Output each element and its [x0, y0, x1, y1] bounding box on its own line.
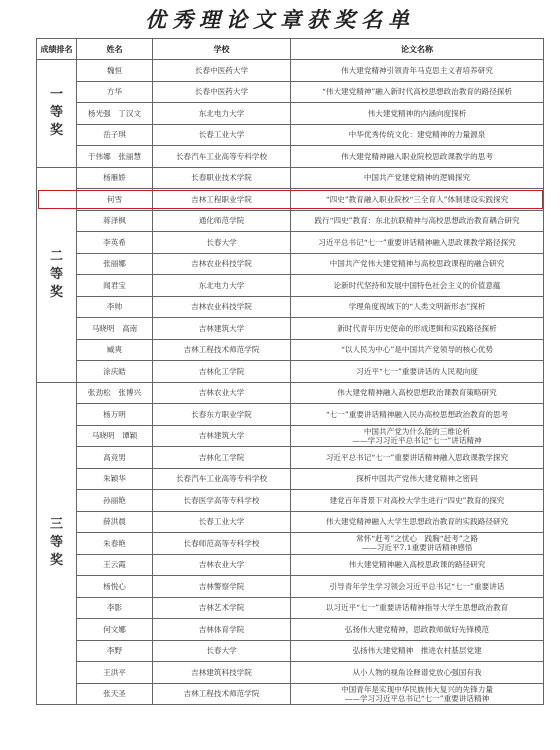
school-name: 长春中医药大学: [153, 81, 291, 103]
table-row: [37, 447, 544, 469]
table-row: [37, 468, 544, 490]
table-row: [37, 296, 544, 318]
header-name: 姓名: [77, 39, 153, 60]
paper-title: 中国共产党为什么能的三维论析 ——学习习近平总书记“七一”讲话精神: [291, 425, 544, 447]
author-name: 何雪: [77, 189, 153, 211]
paper-title: 习近平“七一”重要讲话的人民观向度: [291, 361, 544, 383]
school-name: 吉林农业科技学院: [153, 296, 291, 318]
school-name: 吉林警察学院: [153, 576, 291, 598]
table-row: [37, 167, 544, 189]
author-name: 孙丽艳: [77, 490, 153, 512]
paper-title: 从小人物的视角诠释谱党放心强国有我: [291, 662, 544, 684]
paper-title: 弘扬伟大建党精神，思政教师做好先锋模范: [291, 619, 544, 641]
table-row: [37, 275, 544, 297]
table-row: [37, 361, 544, 383]
school-name: 吉林建筑大学: [153, 425, 291, 447]
author-name: 张丽娜: [77, 253, 153, 275]
author-name: 岳子琪: [77, 124, 153, 146]
author-name: 张劲松 张博兴: [77, 382, 153, 404]
author-name: 王云霞: [77, 554, 153, 576]
paper-title: “四史”教育融入职业院校“三全育人”体制建设实践探究: [291, 189, 544, 211]
author-name: 杨万明: [77, 404, 153, 426]
author-name: 杨雁娇: [77, 167, 153, 189]
table-row: [37, 662, 544, 684]
author-name: 何文娜: [77, 619, 153, 641]
author-name: 张天圣: [77, 683, 153, 705]
paper-title: 探析中国共产党伟大建党精神之密码: [291, 468, 544, 490]
header-school: 学校: [153, 39, 291, 60]
school-name: 吉林农业大学: [153, 382, 291, 404]
table-header-row: [37, 39, 544, 60]
author-name: 方华: [77, 81, 153, 103]
paper-title: 伟大建党精神融入高校思政课的路径研究: [291, 554, 544, 576]
table-row: [37, 619, 544, 641]
paper-title: 建党百年背景下对高校大学生进行“四史”教育的探究: [291, 490, 544, 512]
author-name: 李帅: [77, 296, 153, 318]
paper-title: “以人民为中心”是中国共产党领导的核心优势: [291, 339, 544, 361]
author-name: 马晓明 高南: [77, 318, 153, 340]
table-row: [37, 683, 544, 705]
table-row: [37, 382, 544, 404]
school-name: 吉林艺术学院: [153, 597, 291, 619]
paper-title: 弘扬伟大建党精神 推进农村基层党建: [291, 640, 544, 662]
award-table: [36, 38, 544, 705]
table-row-highlighted: [37, 189, 544, 211]
table-body: [37, 60, 544, 705]
author-name: 魏恒: [77, 60, 153, 82]
school-name: 长春中医药大学: [153, 60, 291, 82]
paper-title: 新时代青年历史使命的形成逻辑和实践路径探析: [291, 318, 544, 340]
table-row: [37, 103, 544, 125]
paper-title: 论新时代坚持和发展中国特色社会主义的价值意蕴: [291, 275, 544, 297]
school-name: 长春大学: [153, 640, 291, 662]
table-row: [37, 339, 544, 361]
table-row: [37, 210, 544, 232]
school-name: 东北电力大学: [153, 103, 291, 125]
paper-title: 引导青年学生学习领会习近平总书记“七一”重要讲话: [291, 576, 544, 598]
table-row: [37, 124, 544, 146]
paper-title: 伟大建党精神引领青年马克思主义者培养研究: [291, 60, 544, 82]
school-name: 吉林体育学院: [153, 619, 291, 641]
school-name: 长春工业大学: [153, 511, 291, 533]
school-name: 长春工业大学: [153, 124, 291, 146]
paper-title: 常怀“赶考”之忧心 践胸“赶考”之路 ——习近平7.1重要讲话精神感悟: [291, 533, 544, 555]
table-row: [37, 597, 544, 619]
paper-title: 践行“四史”教育：东北抗联精神与高校思想政治教育耦合研究: [291, 210, 544, 232]
school-name: 长春东方职业学院: [153, 404, 291, 426]
school-name: 吉林化工学院: [153, 361, 291, 383]
author-name: 高竞男: [77, 447, 153, 469]
table-row: [37, 146, 544, 168]
award-level: 二 等 奖: [37, 167, 77, 382]
paper-title: 伟大建党精神融入职业院校思政课教学的思考: [291, 146, 544, 168]
school-name: 吉林农业科技学院: [153, 253, 291, 275]
table-row: [37, 318, 544, 340]
paper-title: 伟大建党精神融入高校思想政治课教育策略研究: [291, 382, 544, 404]
paper-title: “伟大建党精神”融入新时代高校思想政治教育的路径探析: [291, 81, 544, 103]
table-row: [37, 511, 544, 533]
paper-title: 中国共产党伟大建党精神与高校思政课程的融合研究: [291, 253, 544, 275]
school-name: 长春汽车工业高等专科学校: [153, 146, 291, 168]
school-name: 吉林工程技术师范学院: [153, 339, 291, 361]
award-level: 三 等 奖: [37, 382, 77, 705]
paper-title: 中华优秀传统文化：建党精神的力量源泉: [291, 124, 544, 146]
table-row: [37, 533, 544, 555]
table-row: [37, 81, 544, 103]
table-row: [37, 253, 544, 275]
school-name: 吉林农业大学: [153, 554, 291, 576]
table-row: [37, 490, 544, 512]
paper-title: 中国共产党建党精神的逻辑探究: [291, 167, 544, 189]
paper-title: “七一”重要讲话精神融入民办高校思想政治教育的思考: [291, 404, 544, 426]
paper-title: 以习近平“七一”重要讲话精神指导大学生思想政治教育: [291, 597, 544, 619]
award-level: 一 等 奖: [37, 60, 77, 168]
table-row: [37, 425, 544, 447]
school-name: 长春师范高等专科学校: [153, 533, 291, 555]
table-row: [37, 640, 544, 662]
school-name: 东北电力大学: [153, 275, 291, 297]
header-paper-title: 论文名称: [291, 39, 544, 60]
author-name: 臧爽: [77, 339, 153, 361]
paper-title: 中国青年是实现中华民族伟大复兴的先锋力量 ——学习习近平总书记“七一”重要讲话精神: [291, 683, 544, 705]
paper-title: 伟大建党精神融入大学生思想政治教育的实践路径研究: [291, 511, 544, 533]
table-row: [37, 404, 544, 426]
author-name: 于伟娜 张丽慧: [77, 146, 153, 168]
page-title: 优秀理论文章获奖名单: [145, 7, 415, 32]
header-rank: 成绩排名: [37, 39, 77, 60]
school-name: 吉林建筑大学: [153, 318, 291, 340]
author-name: 李英希: [77, 232, 153, 254]
school-name: 长春大学: [153, 232, 291, 254]
paper-title: 习近平总书记“七一”重要讲话精神融入思政课教学探究: [291, 447, 544, 469]
school-name: 长春汽车工业高等专科学校: [153, 468, 291, 490]
paper-title: 习近平总书记“七一”重要讲话精神融入思政课教学路径探究: [291, 232, 544, 254]
paper-title: 伟大建党精神的内涵向度探析: [291, 103, 544, 125]
author-name: 闻君宝: [77, 275, 153, 297]
school-name: 吉林工程技术师范学院: [153, 683, 291, 705]
author-name: 朱颖华: [77, 468, 153, 490]
author-name: 杨光强 丁汉文: [77, 103, 153, 125]
author-name: 王洪平: [77, 662, 153, 684]
author-name: 杨悦心: [77, 576, 153, 598]
school-name: 长春医学高等专科学校: [153, 490, 291, 512]
school-name: 吉林化工学院: [153, 447, 291, 469]
paper-title: 学理角度视域下的“人类文明新形态”探析: [291, 296, 544, 318]
school-name: 吉林建筑科技学院: [153, 662, 291, 684]
author-name: 薛洪晨: [77, 511, 153, 533]
table-row: [37, 554, 544, 576]
author-name: 马晓明 谭颖: [77, 425, 153, 447]
table-row: [37, 60, 544, 82]
table-row: [37, 232, 544, 254]
school-name: 长春职业技术学院: [153, 167, 291, 189]
school-name: 吉林工程职业学院: [153, 189, 291, 211]
author-name: 涂庆皓: [77, 361, 153, 383]
author-name: 李野: [77, 640, 153, 662]
school-name: 通化师范学院: [153, 210, 291, 232]
author-name: 蒋泽枫: [77, 210, 153, 232]
author-name: 朱春艳: [77, 533, 153, 555]
table-row: [37, 576, 544, 598]
author-name: 李影: [77, 597, 153, 619]
